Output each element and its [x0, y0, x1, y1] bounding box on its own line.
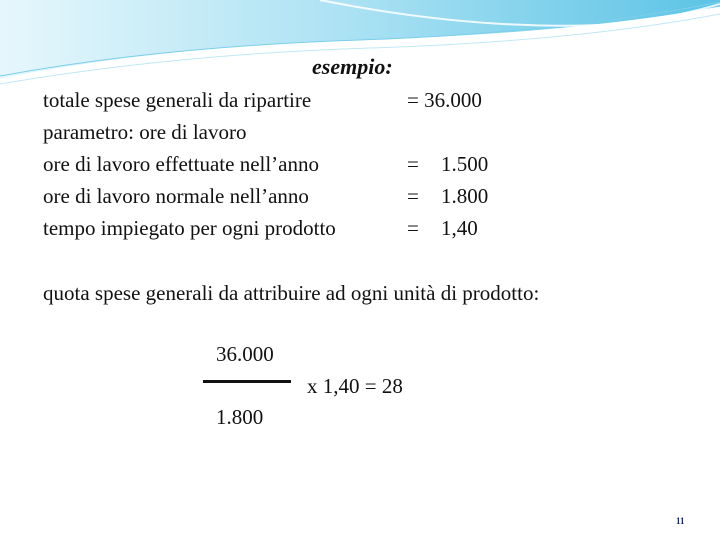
row-label-total-expenses: totale spese generali da ripartire	[43, 88, 312, 112]
fraction-denominator: 1.800	[216, 405, 264, 429]
row-label-hours-worked: ore di lavoro effettuate nell’anno	[43, 152, 319, 176]
row-value-hours-worked: 1.500	[441, 152, 489, 176]
row-label-parameter: parametro: ore di lavoro	[43, 120, 247, 144]
row-equals-total-expenses: = 36.000	[407, 88, 482, 112]
fraction-bar	[203, 380, 291, 383]
row-label-normal-hours: ore di lavoro normale nell’anno	[43, 184, 309, 208]
row-equals-hours-worked: =	[407, 152, 419, 176]
row-equals-time-per-product: =	[407, 216, 419, 240]
row-equals-normal-hours: =	[407, 184, 419, 208]
fraction-numerator: 36.000	[216, 342, 274, 366]
row-value-normal-hours: 1.800	[441, 184, 489, 208]
page-number: 11	[676, 516, 685, 526]
row-label-time-per-product: tempo impiegato per ogni prodotto	[43, 216, 336, 240]
quota-label: quota spese generali da attribuire ad ogni unità di prodotto:	[43, 281, 540, 305]
row-value-time-per-product: 1,40	[441, 216, 478, 240]
fraction-result-expression: x 1,40 = 28	[307, 374, 403, 398]
slide-title: esempio:	[312, 54, 393, 79]
